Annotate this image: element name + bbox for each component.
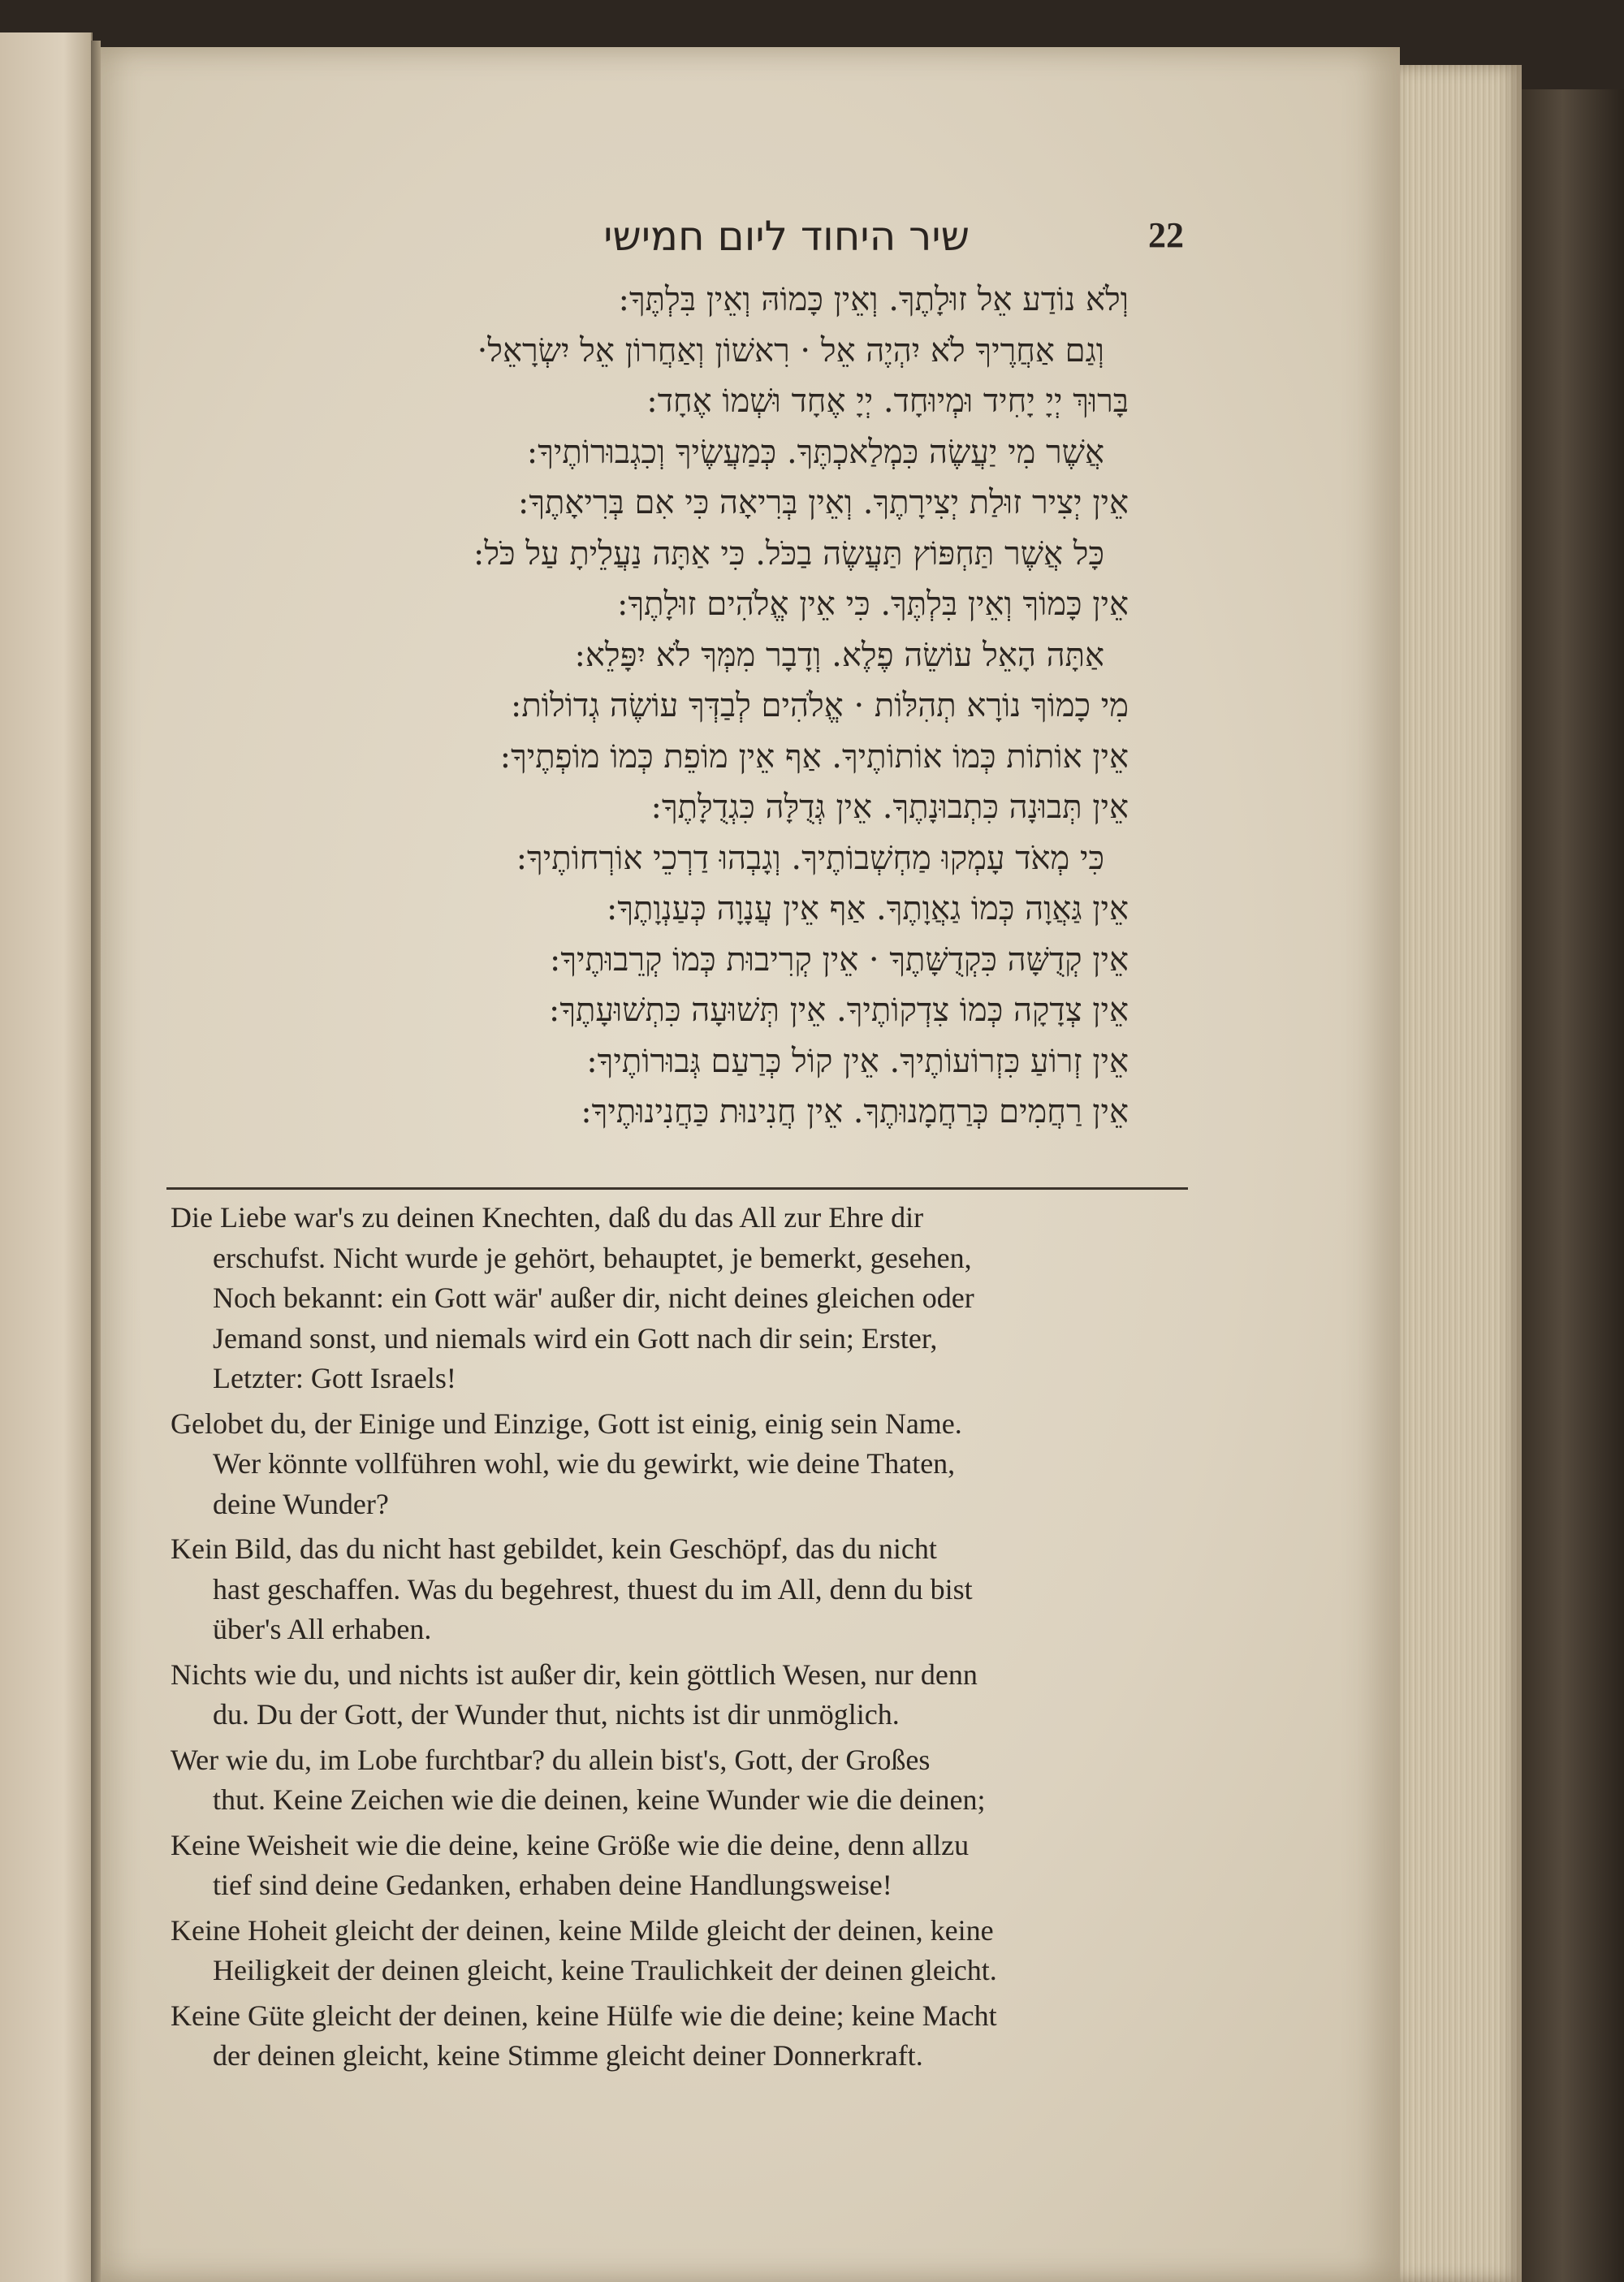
german-paragraph: [171, 1826, 1186, 1906]
german-line: Nichts wie du, und nichts ist außer dir, kein göttlich Wesen, nur denn: [171, 1657, 978, 1691]
german-paragraph: [171, 1655, 1186, 1735]
german-line: tief sind deine Gedanken, erhaben deine Handlungsweise!: [213, 1869, 892, 1901]
hebrew-line: אֵין תְּבוּנָה כִּתְבוּנָתֶךָ. אֵין גְּדֻלָּה כִּגְדֻלָּתֶךָ:: [650, 789, 1129, 826]
page-header: [101, 213, 1400, 261]
german-line: Keine Weisheit wie die deine, keine Größe wie die deine, denn allzu: [171, 1828, 970, 1861]
german-line: Keine Hoheit gleicht der deinen, keine Milde gleicht der deinen, keine: [171, 1913, 994, 1947]
german-line: Wer wie du, im Lobe furchtbar? du allein bist's, Gott, der Großes: [171, 1743, 931, 1776]
german-paragraph: [171, 1911, 1186, 1991]
hebrew-line: אֵין צְדָקָה כְּמוֹ צִדְקוֹתֶיךָ. אֵין תְּשׁוּעָה כִּתְשׁוּעָתֶךָ:: [548, 992, 1129, 1029]
german-line: Wer könnte vollführen wohl, wie du gewirkt, wie deine Thaten,: [213, 1447, 956, 1480]
page-number: 22: [1148, 215, 1184, 255]
hebrew-line: וְגַם אַחֲרֶיךָ לֹא יִהְיֶה אֵל · רִאשׁוֹן וְאַחֲרוֹן אֵל יִשְׂרָאֵל·: [477, 331, 1104, 370]
german-line: deine Wunder?: [213, 1487, 389, 1520]
german-line: Heiligkeit der deinen gleicht, keine Traulichkeit der deinen gleicht.: [213, 1954, 997, 1986]
hebrew-line: אֵין יְצִיר זוּלַת יְצִירָתֶךָ. וְאֵין בְּרִיאָה כִּי אִם בְּרִיאָתֶךָ:: [517, 484, 1129, 521]
german-paragraph: [171, 1996, 1186, 2077]
hebrew-text-block: [244, 274, 1129, 1138]
german-paragraph: [171, 1529, 1186, 1650]
hebrew-line: כִּי מְאֹד עָמְקוּ מַחְשְׁבוֹתֶיךָ. וְגָבְהוּ דַרְכֵי אוֹרְחוֹתֶיךָ:: [516, 839, 1104, 877]
previous-page-edge: [0, 32, 93, 2282]
german-paragraph: [171, 1740, 1186, 1821]
running-title: שיר היחוד ליום חמישי: [603, 213, 970, 260]
hebrew-line: וְלֹא נוֹדַע אֵל זוּלָתֶךָ. וְאֵין כָּמוֹהּ וְאֵין בִּלְתֶּךָ:: [618, 281, 1129, 318]
german-line: Jemand sonst, und niemals wird ein Gott nach dir sein; Erster,: [213, 1321, 938, 1355]
hebrew-line: אֵין אוֹתוֹת כְּמוֹ אוֹתוֹתֶיךָ. אַף אֵין מוֹפֵת כְּמוֹ מוֹפְתֶיךָ:: [499, 737, 1129, 776]
hebrew-line: בָּרוּךְ יְיָ יָחִיד וּמְיוּחָד. יְיָ אֶחָד וּשְׁמוֹ אֶחָד:: [646, 382, 1129, 420]
hebrew-line: אֵין קְדֻשָּׁה כִּקְדֻשָּׁתֶךָ · אֵין קְרִיבוּת כְּמוֹ קְרֵבוּתֶיךָ:: [549, 940, 1129, 979]
hebrew-line: אֵין כָּמוֹךָ וְאֵין בִּלְתֶּךָ. כִּי אֵין אֱלֹהִים זוּלָתֶךָ:: [616, 586, 1129, 623]
book-gutter: [91, 41, 101, 2282]
book-cover: [1522, 89, 1624, 2282]
hebrew-line: אֵין רַחֲמִים כְּרַחֲמָנוּתֶךָ. אֵין חֲנִינוּת כַּחֲנִינוּתֶיךָ:: [581, 1093, 1129, 1130]
german-paragraph: [171, 1198, 1186, 1399]
german-line: hast geschaffen. Was du begehrest, thuest du im All, denn du bist: [213, 1572, 973, 1606]
german-line: du. Du der Gott, der Wunder thut, nichts ist dir unmöglich.: [213, 1698, 900, 1731]
german-line: Keine Güte gleicht der deinen, keine Hülfe wie die deine; keine Macht: [171, 1999, 997, 2032]
german-line: thut. Keine Zeichen wie die deinen, keine Wunder wie die deinen;: [213, 1783, 986, 1816]
german-line: Noch bekannt: ein Gott wär' außer dir, nicht deines gleichen oder: [213, 1281, 974, 1314]
german-line: erschufst. Nicht wurde je gehört, behauptet, je bemerkt, gesehen,: [213, 1241, 972, 1274]
german-line: Kein Bild, das du nicht hast gebildet, kein Geschöpf, das du nicht: [171, 1532, 937, 1565]
german-translation-block: [171, 1198, 1186, 2081]
hebrew-line: אַתָּה הָאֵל עוֹשֵׂה פֶלֶא. וְדָבָר מִמְּךָ לֹא יִפָּלֵא:: [574, 636, 1104, 674]
german-line: über's All erhaben.: [213, 1613, 432, 1645]
divider-rule: [166, 1187, 1188, 1190]
page-edges: [1400, 65, 1522, 2282]
hebrew-line: אֵין זְרוֹעַ כִּזְרוֹעוֹתֶיךָ. אֵין קוֹל כְּרַעַם גְּבוּרוֹתֶיךָ:: [586, 1042, 1129, 1080]
german-line: Gelobet du, der Einige und Einzige, Gott ist einig, einig sein Name.: [171, 1407, 962, 1440]
german-line: Letzter: Gott Israels!: [213, 1362, 456, 1394]
german-paragraph: [171, 1404, 1186, 1525]
hebrew-line: כָּל אֲשֶׁר תַּחְפּוֹץ תַּעֲשֶׂה בַכֹּל. כִּי אַתָּה נַעֲלֵיתָ עַל כֹּל:: [473, 534, 1104, 573]
hebrew-line: אֲשֶׁר מִי יַעֲשֶׂה כִּמְלַאכְתֶּךָ. כְּמַעֲשֶׂיךָ וְכִגְבוּרוֹתֶיךָ:: [526, 433, 1104, 471]
german-line: der deinen gleicht, keine Stimme gleicht deiner Donnerkraft.: [213, 2039, 923, 2072]
german-line: Die Liebe war's zu deinen Knechten, daß du das All zur Ehre dir: [171, 1201, 924, 1234]
hebrew-line: אֵין גַּאֲוָה כְּמוֹ גַאֲוָתֶךָ. אַף אֵין עֲנָוָה כְּעַנְוָתֶךָ:: [606, 890, 1129, 927]
hebrew-line: מִי כָמוֹךָ נוֹרָא תְהִלּוֹת · אֱלֹהִים לְבַדְּךָ עוֹשֶׂה גְדוֹלוֹת:: [510, 687, 1129, 724]
